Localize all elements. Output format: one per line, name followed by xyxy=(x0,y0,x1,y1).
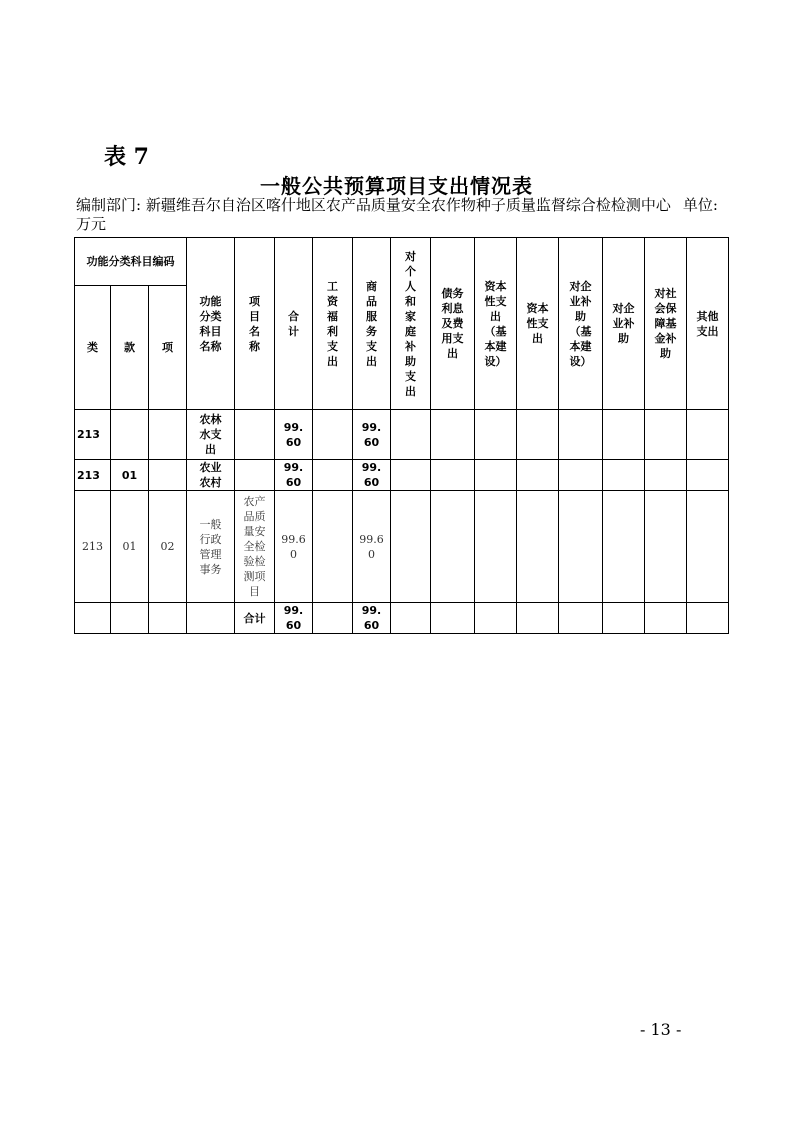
cell-xiang xyxy=(149,410,187,460)
header-kuan: 款 xyxy=(111,286,149,410)
org-line xyxy=(76,196,726,234)
cell-lei: 213 xyxy=(75,410,111,460)
cell-total: 99.60 xyxy=(275,460,313,491)
table-row xyxy=(75,460,729,491)
header-xiang: 项 xyxy=(149,286,187,410)
cell-kuan: 01 xyxy=(111,460,149,491)
cell-kuan xyxy=(111,410,149,460)
header-capital-basic: 资本性支出（基本建设） xyxy=(475,238,517,410)
org-label: 编制部门: 新疆维吾尔自治区喀什地区农产品质量安全农作物种子质量监督综合检检测中心 xyxy=(76,196,671,214)
header-debt: 债务利息及费用支出 xyxy=(431,238,475,410)
page-title: 一般公共预算项目支出情况表 xyxy=(260,174,533,198)
cell-func-name: 一般行政管理事务 xyxy=(187,491,235,603)
header-personal: 对个人和家庭补助支出 xyxy=(391,238,431,410)
cell-xiang: 02 xyxy=(149,491,187,603)
cell-goods: 99.60 xyxy=(353,460,391,491)
header-capital: 资本性支出 xyxy=(517,238,559,410)
table-row-total xyxy=(75,603,729,634)
table-label: 表 7 xyxy=(104,144,149,170)
header-enterprise: 对企业补助 xyxy=(603,238,645,410)
cell-func-name xyxy=(187,603,235,634)
header-wage: 工资福利支出 xyxy=(313,238,353,410)
cell-func-name: 农林水支出 xyxy=(187,410,235,460)
cell-lei xyxy=(75,603,111,634)
cell-project: 合计 xyxy=(235,603,275,634)
header-enterprise-basic: 对企业补助（基本建设） xyxy=(559,238,603,410)
cell-project: 农产品质量安全检验检测项目 xyxy=(235,491,275,603)
cell-project xyxy=(235,410,275,460)
cell-total: 99.60 xyxy=(275,491,313,603)
header-social: 对社会保障基金补助 xyxy=(645,238,687,410)
cell-xiang xyxy=(149,603,187,634)
header-project: 项目名称 xyxy=(235,238,275,410)
cell-goods: 99.60 xyxy=(353,410,391,460)
cell-total: 99.60 xyxy=(275,603,313,634)
header-func-code-group: 功能分类科目编码 xyxy=(75,238,187,286)
header-goods: 商品服务支出 xyxy=(353,238,391,410)
cell-goods: 99.60 xyxy=(353,603,391,634)
cell-project xyxy=(235,460,275,491)
cell-kuan: 01 xyxy=(111,491,149,603)
budget-table xyxy=(74,237,729,634)
header-lei: 类 xyxy=(75,286,111,410)
cell-kuan xyxy=(111,603,149,634)
cell-goods: 99.60 xyxy=(353,491,391,603)
unit-label: 单位: 万元 xyxy=(76,196,718,233)
table-row xyxy=(75,410,729,460)
cell-xiang xyxy=(149,460,187,491)
cell-lei: 213 xyxy=(75,460,111,491)
cell-lei: 213 xyxy=(75,491,111,603)
header-other: 其他支出 xyxy=(687,238,729,410)
page-number: - 13 - xyxy=(640,1020,682,1039)
table-row xyxy=(75,491,729,603)
cell-total: 99.60 xyxy=(275,410,313,460)
header-total: 合计 xyxy=(275,238,313,410)
header-func-name: 功能分类科目名称 xyxy=(187,238,235,410)
cell-func-name: 农业农村 xyxy=(187,460,235,491)
